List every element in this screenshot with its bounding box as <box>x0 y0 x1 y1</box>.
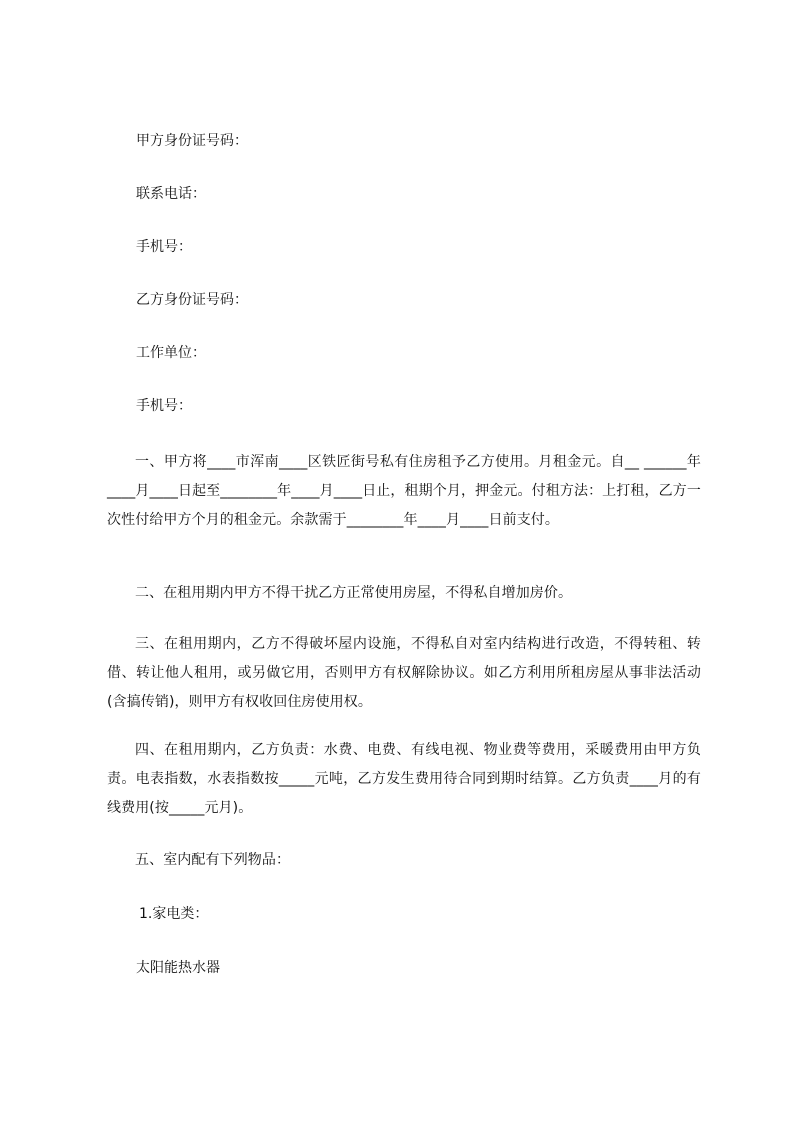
clause-3: 三、在租用期内，乙方不得破坏屋内设施，不得私自对室内结构进行改造，不得转租、转借、转让他人租用，或另做它用，否则甲方有权解除协议。如乙方利用所租房屋从事非法活动(含搞传销)，则甲方有权收回住房使用权。 <box>107 636 701 710</box>
party-a-id-label: 甲方身份证号码： <box>136 133 248 149</box>
mobile-b-label: 手机号： <box>136 398 192 414</box>
clause-1: 一、甲方将____市浑南____区铁匠街号私有住房租予乙方使用。月租金元。自__ ______年____月____日起至________年____月____日止，租期个月，押金元。付租方法：上打租，乙方一次性付给甲方个月的租金元。余款需于________年____月____日前支付。 <box>107 454 701 528</box>
clause-5: 五、室内配有下列物品： <box>135 852 291 868</box>
party-b-id-label: 乙方身份证号码： <box>136 292 248 308</box>
clause-4: 四、在租用期内，乙方负责：水费、电费、有线电视、物业费等费用，采暖费用由甲方负责。电表指数，水表指数按_____元吨，乙方发生费用待合同到期时结算。乙方负责____月的有线费用(按_____元月)。 <box>107 742 701 816</box>
clause-2: 二、在租用期内甲方不得干扰乙方正常使用房屋，不得私自增加房价。 <box>135 585 573 601</box>
contact-phone-label: 联系电话： <box>136 186 206 202</box>
mobile-a-label: 手机号： <box>136 239 192 255</box>
work-unit-label: 工作单位： <box>136 345 206 361</box>
appliance-category: 1.家电类： <box>139 906 209 922</box>
item-solar-water-heater: 太阳能热水器 <box>136 960 220 976</box>
